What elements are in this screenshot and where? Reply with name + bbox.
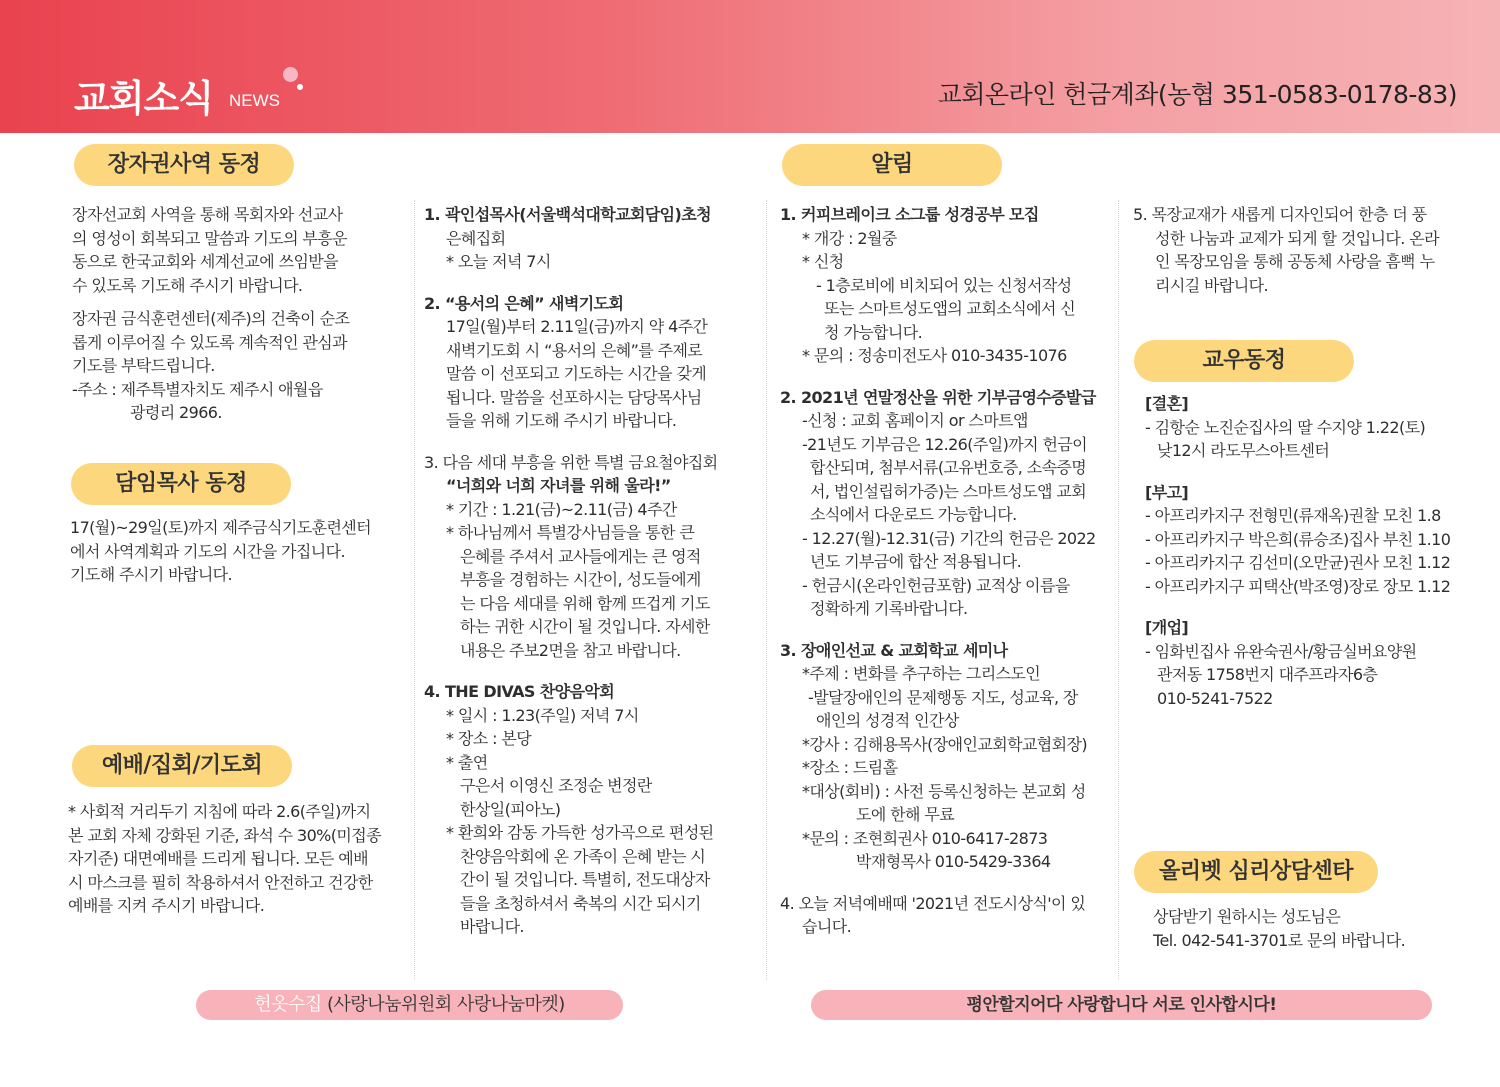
text-line: -21년도 기부금은 12.26(주일)까지 헌금이 xyxy=(802,434,1088,454)
list-item-title: 1. 커피브레이크 소그룹 성경공부 모집 xyxy=(780,205,1039,224)
text-line: - 아프리카지구 박은희(류승조)집사 부친 1.10 xyxy=(1145,529,1451,549)
text-line: 말씀 이 선포되고 기도하는 시간을 갖게 xyxy=(446,364,707,383)
text-line: -발달장애인의 문제행동 지도, 성교육, 장 xyxy=(808,687,1078,707)
text-line: * 문의 : 정송미전도사 010-3435-1076 xyxy=(802,346,1067,365)
text-line: 됩니다. 말씀을 선포하시는 담당목사님 xyxy=(446,387,702,407)
text-line: 낮12시 라도무스아트센터 xyxy=(1157,441,1330,460)
text-line: 청 가능합니다. xyxy=(824,322,923,342)
header-news-label: NEWS xyxy=(229,91,280,110)
text-line: 내용은 주보2면을 참고 바랍니다. xyxy=(460,640,681,660)
footer-greeting: 평안할지어다 사랑합니다 서로 인사합시다! xyxy=(811,990,1432,1020)
text-line: *주제 : 변화를 추구하는 그리스도인 xyxy=(802,664,1041,683)
text-line: * 장소 : 본당 xyxy=(446,729,532,748)
text-line: * 사회적 거리두기 지침에 따라 2.6(주일)까지 xyxy=(68,802,371,821)
text-line: 광령리 2966. xyxy=(130,403,222,422)
text-line: 장자권 금식훈련센터(제주)의 건축이 순조 xyxy=(72,309,350,328)
section-title-members: 교우동정 xyxy=(1134,340,1354,382)
text-line: 은혜집회 xyxy=(446,228,506,248)
text-line: 들을 초청하셔서 축복의 시간 되시기 xyxy=(460,893,701,913)
text-line: 5. 목장교재가 새롭게 디자인되어 한층 더 풍 xyxy=(1133,205,1427,224)
text-line: 은혜를 주셔서 교사들에게는 큰 영적 xyxy=(460,546,701,566)
list-item-title: 4. THE DIVAS 찬양음악회 xyxy=(424,682,615,701)
text-line: 도에 한해 무료 xyxy=(856,805,955,824)
text-line: * 일시 : 1.23(주일) 저녁 7시 xyxy=(446,705,639,725)
text-line: 기도를 부탁드립니다. xyxy=(72,356,215,375)
section-title-worship: 예배/집회/기도회 xyxy=(72,745,292,787)
text-line: * 오늘 저녁 7시 xyxy=(446,252,551,271)
section-title-jangjakwon: 장자권사역 동정 xyxy=(74,144,294,186)
text-line: - 헌금시(온라인헌금포함) 교적상 이름을 xyxy=(802,575,1070,595)
section-title-pastor: 담임목사 동정 xyxy=(71,463,291,505)
text-line: 예배를 지켜 주시기 바랍니다. xyxy=(68,896,265,915)
text-line: 자기준) 대면예배를 드리게 됩니다. 모든 예배 xyxy=(68,849,368,868)
text-line: 소식에서 다운로드 가능합니다. xyxy=(810,505,1017,524)
text-line: 장자선교회 사역을 통해 목회자와 선교사 xyxy=(72,205,343,224)
text-line: 한상일(피아노) xyxy=(460,799,561,819)
text-line: - 아프리카지구 피택산(박조영)장로 장모 1.12 xyxy=(1145,576,1451,596)
text-line: 습니다. xyxy=(802,917,852,936)
text-line: * 환희와 감동 가득한 성가곡으로 편성된 xyxy=(446,823,714,842)
text-line: 또는 스마트성도앱의 교회소식에서 신 xyxy=(824,299,1076,318)
text-line: 상담받기 원하시는 성도님은 xyxy=(1153,907,1341,926)
text-line: Tel. 042-541-3701로 문의 바랍니다. xyxy=(1153,930,1406,950)
text-line: 하는 귀한 시간이 될 것입니다. 자세한 xyxy=(460,617,710,636)
decor-dot-icon xyxy=(283,67,298,82)
text-line: * 신청 xyxy=(802,252,844,271)
text-line: 010-5241-7522 xyxy=(1157,688,1273,708)
text-line: 롭게 이루어질 수 있도록 계속적인 관심과 xyxy=(72,332,347,352)
text-line: 성한 나눔과 교제가 되게 할 것입니다. 온라 xyxy=(1155,228,1439,248)
text-line: 17(월)~29일(토)까지 제주금식기도훈련센터 xyxy=(70,518,372,537)
text-line: 합산되며, 첨부서류(고유번호증, 소속증명 xyxy=(810,458,1087,477)
subheading-funeral: [부고] xyxy=(1145,482,1189,502)
text-line: 17일(월)부터 2.11일(금)까지 약 4주간 xyxy=(446,317,708,336)
column-divider xyxy=(414,200,415,980)
text-line: - 아프리카지구 김선미(오만균)권사 모친 1.12 xyxy=(1145,553,1451,572)
list-item-title: 3. 장애인선교 & 교회학교 세미나 xyxy=(780,640,1008,660)
text-line: 새벽기도회 시 “용서의 은혜”를 주제로 xyxy=(446,340,703,360)
text-line: 는 다음 세대를 위해 함께 뜨겁게 기도 xyxy=(460,593,710,613)
text-line: *문의 : 조현희권사 010-6417-2873 xyxy=(802,828,1048,848)
text-line: 시 마스크를 필히 착용하셔서 안전하고 건강한 xyxy=(68,872,373,892)
text-line: - 임화빈집사 유완숙권사/황금실버요양원 xyxy=(1145,641,1417,661)
text-line: 리시길 바랍니다. xyxy=(1155,275,1268,295)
events-list xyxy=(424,203,762,939)
text-line: 애인의 성경적 인간상 xyxy=(816,711,959,730)
text-line: 에서 사역계획과 기도의 시간을 가집니다. xyxy=(70,541,345,561)
text-line: - 김항순 노진순집사의 딸 수지양 1.22(토) xyxy=(1145,417,1426,437)
list-item-title: 2. 2021년 연말정산을 위한 기부금영수증발급 xyxy=(780,387,1096,407)
list-item-title: 3. 다음 세대 부흥을 위한 특별 금요철야집회 xyxy=(424,452,718,472)
column-divider xyxy=(1118,200,1119,980)
text-line: 찬양음악회에 온 가족이 은혜 받는 시 xyxy=(460,846,706,866)
text-line: 들을 위해 기도해 주시기 바랍니다. xyxy=(446,411,677,430)
list-item-title: 4. 오늘 저녁예배때 '2021년 전도시상식'이 있 xyxy=(780,893,1086,913)
text-line: 기도해 주시기 바랍니다. xyxy=(70,565,233,584)
list-item-title: 1. 곽인섭목사(서울백석대학교회담임)초청 xyxy=(424,205,711,224)
text-line: 수 있도록 기도해 주시기 바랍니다. xyxy=(72,275,303,295)
text-line: * 출연 xyxy=(446,752,488,772)
text-line: * 하나님께서 특별강사님들을 통한 큰 xyxy=(446,523,695,542)
text-line: 간이 될 것입니다. 특별히, 전도대상자 xyxy=(460,870,710,889)
text-line: * 개강 : 2월중 xyxy=(802,228,897,248)
list-item-title: 2. “용서의 은혜” 새벽기도회 xyxy=(424,293,624,313)
text-line: -신청 : 교회 홈페이지 or 스마트앱 xyxy=(802,411,1028,430)
offering-account: 교회온라인 헌금계좌(농협 351-0583-0178-83) xyxy=(937,80,1457,109)
text-line: 동으로 한국교회와 세계선교에 쓰임받을 xyxy=(72,252,339,271)
members-news xyxy=(1145,392,1485,710)
text-line: * 기간 : 1.21(금)~2.11(금) 4주간 xyxy=(446,499,677,519)
counseling-info xyxy=(1153,905,1483,952)
text-line: 년도 기부금에 합산 적용됩니다. xyxy=(810,552,1022,571)
text-line: “너희와 너희 자녀를 위해 울라!” xyxy=(446,476,671,495)
text-line: 부흥을 경험하는 시간이, 성도들에게 xyxy=(460,570,701,589)
notice-item-5 xyxy=(1133,203,1478,297)
header-banner xyxy=(0,0,1500,133)
text-line: 정확하게 기록바랍니다. xyxy=(810,599,968,618)
section-worship-body xyxy=(68,800,412,918)
footer-clothes-collection xyxy=(196,990,623,1020)
text-line: 바랍니다. xyxy=(460,917,524,936)
section-pastor-body xyxy=(70,516,412,587)
text-line: 서, 법인설립허가증)는 스마트성도앱 교회 xyxy=(810,481,1087,501)
text-line: -주소 : 제주특별자치도 제주시 애월읍 xyxy=(72,379,323,399)
text-line: *대상(회비) : 사전 등록신청하는 본교회 성 xyxy=(802,781,1086,801)
footer-clothes-text: (사랑나눔위원회 사랑나눔마켓) xyxy=(321,994,565,1015)
column-divider xyxy=(766,200,767,980)
notice-list xyxy=(780,203,1115,939)
text-line: 구은서 이영신 조정순 변정란 xyxy=(460,776,652,795)
section-title-notice: 알림 xyxy=(782,144,1002,186)
text-line: 관저동 1758번지 대주프라자6층 xyxy=(1157,665,1378,684)
section-jangjakwon-body xyxy=(72,203,412,425)
decor-small-dot-icon xyxy=(297,84,303,90)
subheading-opening: [개업] xyxy=(1145,618,1189,637)
text-line: - 1층로비에 비치되어 있는 신청서작성 xyxy=(816,275,1072,295)
footer-clothes-highlight: 헌옷수집 xyxy=(254,994,322,1015)
text-line: 인 목장모임을 통해 공동체 사랑을 흠뻑 누 xyxy=(1155,252,1435,271)
text-line: 박재형목사 010-5429-3364 xyxy=(856,852,1051,871)
section-title-counseling: 올리벳 심리상담센타 xyxy=(1134,851,1378,893)
text-line: - 12.27(월)-12.31(금) 기간의 헌금은 2022 xyxy=(802,528,1096,548)
text-line: *강사 : 김해용목사(장애인교회학교협회장) xyxy=(802,734,1087,754)
subheading-wedding: [결혼] xyxy=(1145,394,1189,413)
text-line: 본 교회 자체 강화된 기준, 좌석 수 30%(미접종 xyxy=(68,825,381,845)
text-line: 의 영성이 회복되고 말씀과 기도의 부흥운 xyxy=(72,228,347,248)
text-line: *장소 : 드림홀 xyxy=(802,758,898,777)
text-line: - 아프리카지구 전형민(류재옥)권찰 모친 1.8 xyxy=(1145,506,1441,525)
header-title: 교회소식 xyxy=(74,77,213,120)
